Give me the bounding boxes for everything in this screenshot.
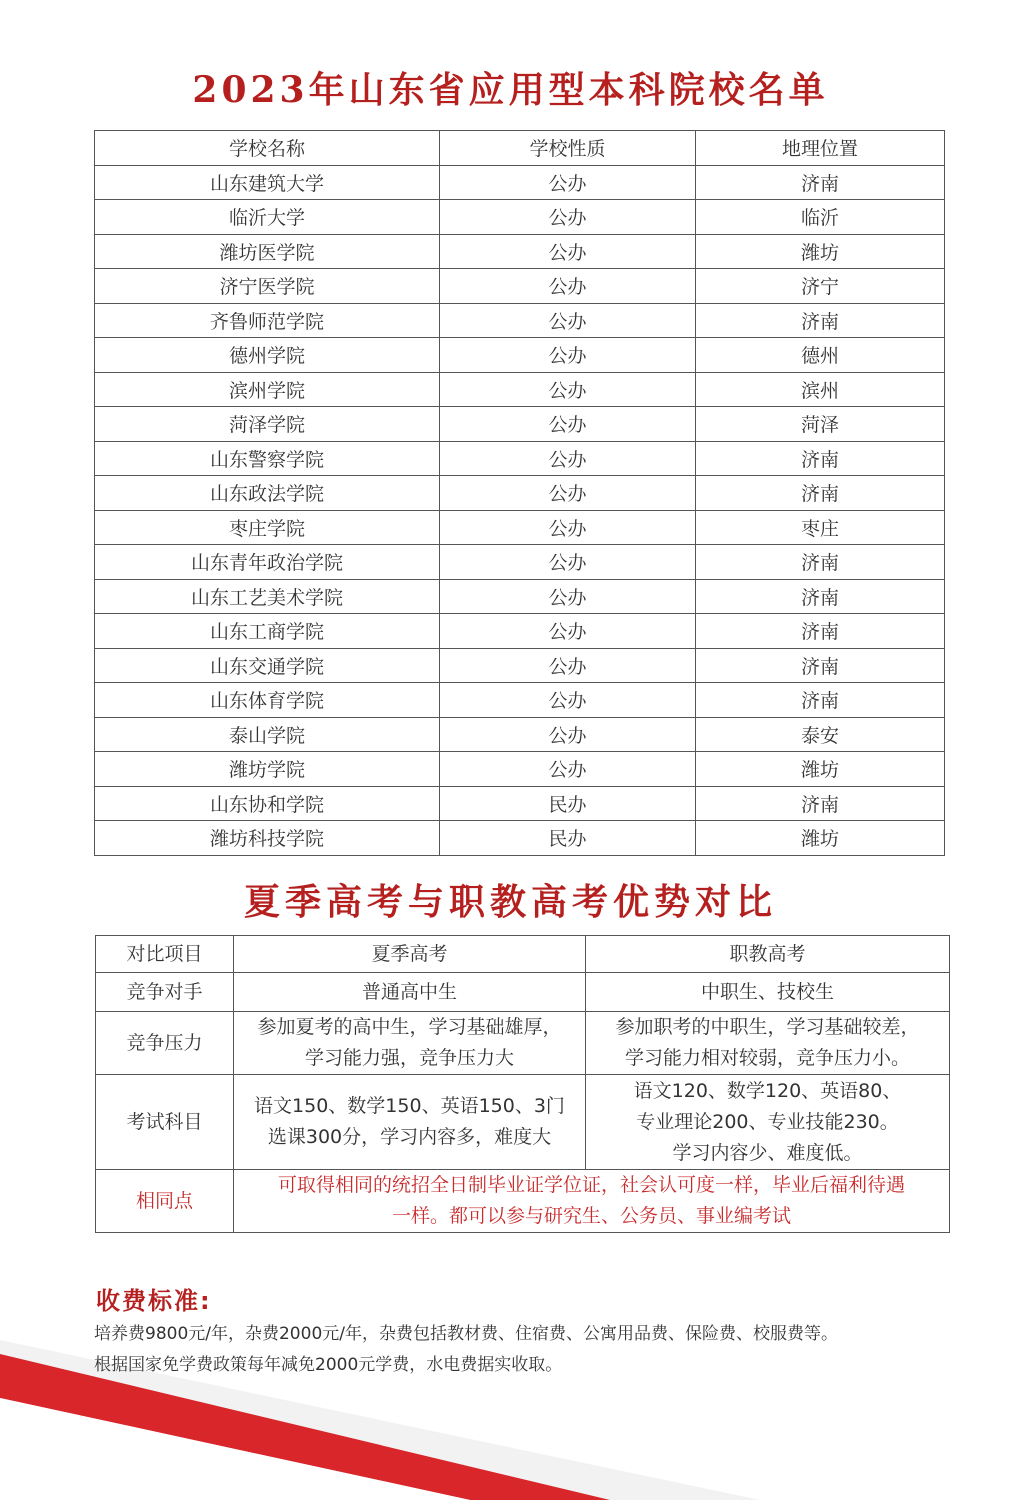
school-name-cell: 山东青年政治学院 [95, 545, 440, 580]
school-location-cell: 济南 [696, 441, 945, 476]
column-header-vocational: 职教高考 [586, 936, 950, 973]
school-location-cell: 潍坊 [696, 234, 945, 269]
school-type-cell: 公办 [440, 200, 696, 235]
cell-line: 学习内容少、难度低。 [672, 1141, 863, 1164]
school-location-cell: 潍坊 [696, 752, 945, 787]
school-type-cell: 公办 [440, 441, 696, 476]
school-type-cell: 民办 [440, 786, 696, 821]
school-list-table [94, 130, 945, 856]
school-name-cell: 滨州学院 [95, 372, 440, 407]
school-type-cell: 公办 [440, 752, 696, 787]
table-row [95, 269, 945, 304]
table-row [95, 407, 945, 442]
school-location-cell: 济南 [696, 545, 945, 580]
school-type-cell: 公办 [440, 372, 696, 407]
cell-line: 语文150、数学150、英语150、3门 [254, 1095, 565, 1117]
cell-line: 中职生、技校生 [700, 980, 834, 1003]
row-label: 竞争压力 [96, 1012, 234, 1075]
table-row [95, 579, 945, 614]
vocational-cell [586, 1075, 950, 1170]
school-type-cell: 公办 [440, 545, 696, 580]
cell-line: 可取得相同的统招全日制毕业证学位证，社会认可度一样，毕业后福利待遇 [277, 1174, 905, 1196]
school-name-cell: 山东体育学院 [95, 683, 440, 718]
school-type-cell: 公办 [440, 510, 696, 545]
fee-text-line: 根据国家免学费政策每年减免2000元学费，水电费据实收取。 [94, 1355, 563, 1375]
row-label: 竞争对手 [96, 973, 234, 1012]
column-header-summer: 夏季高考 [234, 936, 586, 973]
cell-line: 学习能力相对较弱，竞争压力小。 [624, 1047, 910, 1069]
vocational-cell [586, 1012, 950, 1075]
school-name-cell: 泰山学院 [95, 717, 440, 752]
table-row [95, 165, 945, 200]
comparison-title: 夏季高考与职教高考优势对比 [243, 881, 777, 923]
school-location-cell: 济南 [696, 303, 945, 338]
comparison-row-similarities [96, 1170, 950, 1233]
school-type-cell: 公办 [440, 614, 696, 649]
column-header-location: 地理位置 [696, 131, 945, 166]
school-name-cell: 山东政法学院 [95, 476, 440, 511]
row-label: 相同点 [96, 1170, 234, 1233]
cell-line: 语文120、数学120、英语80、 [633, 1079, 902, 1102]
comparison-row-opponents [96, 973, 950, 1012]
school-type-cell: 公办 [440, 269, 696, 304]
school-type-cell: 公办 [440, 165, 696, 200]
cell-line: 专业理论200、专业技能230。 [636, 1110, 899, 1133]
summer-cell [234, 973, 586, 1012]
school-location-cell: 枣庄 [696, 510, 945, 545]
school-location-cell: 德州 [696, 338, 945, 373]
school-name-cell: 山东工艺美术学院 [95, 579, 440, 614]
table-row [95, 303, 945, 338]
school-type-cell: 公办 [440, 579, 696, 614]
table-row [95, 545, 945, 580]
school-name-cell: 潍坊学院 [95, 752, 440, 787]
school-location-cell: 潍坊 [696, 821, 945, 856]
table-row [95, 648, 945, 683]
school-name-cell: 德州学院 [95, 338, 440, 373]
cell-line: 普通高中生 [361, 980, 457, 1003]
school-type-cell: 公办 [440, 717, 696, 752]
summer-cell [234, 1075, 586, 1170]
column-header-type: 学校性质 [440, 131, 696, 166]
school-type-cell: 公办 [440, 234, 696, 269]
comparison-row-pressure [96, 1012, 950, 1075]
comparison-header-row [96, 936, 950, 973]
table-row [95, 441, 945, 476]
school-location-cell: 济南 [696, 648, 945, 683]
school-name-cell: 山东协和学院 [95, 786, 440, 821]
table-row [95, 752, 945, 787]
table-row [95, 683, 945, 718]
school-type-cell: 公办 [440, 407, 696, 442]
school-location-cell: 济南 [696, 614, 945, 649]
cell-line: 参加夏考的高中生，学习基础雄厚， [257, 1016, 562, 1038]
table-row [95, 614, 945, 649]
school-location-cell: 济南 [696, 165, 945, 200]
school-name-cell: 临沂大学 [95, 200, 440, 235]
comparison-row-subjects [96, 1075, 950, 1170]
similarities-cell [234, 1170, 950, 1233]
school-type-cell: 公办 [440, 338, 696, 373]
school-name-cell: 山东建筑大学 [95, 165, 440, 200]
school-type-cell: 公办 [440, 648, 696, 683]
table-row [95, 786, 945, 821]
page-title: 2023年山东省应用型本科院校名单 [192, 69, 829, 111]
school-location-cell: 临沂 [696, 200, 945, 235]
school-name-cell: 潍坊医学院 [95, 234, 440, 269]
table-row [95, 717, 945, 752]
fee-section-title: 收费标准: [96, 1287, 212, 1315]
column-header-name: 学校名称 [95, 131, 440, 166]
school-name-cell: 菏泽学院 [95, 407, 440, 442]
school-type-cell: 公办 [440, 683, 696, 718]
table-row [95, 338, 945, 373]
school-name-cell: 山东工商学院 [95, 614, 440, 649]
school-name-cell: 山东警察学院 [95, 441, 440, 476]
school-type-cell: 公办 [440, 476, 696, 511]
school-type-cell: 公办 [440, 303, 696, 338]
table-row [95, 234, 945, 269]
summer-cell [234, 1012, 586, 1075]
column-header-item: 对比项目 [96, 936, 234, 973]
cell-line: 参加职考的中职生，学习基础较差， [615, 1016, 920, 1038]
school-location-cell: 济宁 [696, 269, 945, 304]
fee-text-line: 培养费9800元/年，杂费2000元/年，杂费包括教材费、住宿费、公寓用品费、保险费、校服费等。 [94, 1324, 838, 1344]
cell-line: 一样。都可以参与研究生、公务员、事业编考试 [391, 1205, 791, 1227]
school-location-cell: 滨州 [696, 372, 945, 407]
school-location-cell: 济南 [696, 786, 945, 821]
school-location-cell: 济南 [696, 579, 945, 614]
school-location-cell: 济南 [696, 476, 945, 511]
school-name-cell: 潍坊科技学院 [95, 821, 440, 856]
school-location-cell: 泰安 [696, 717, 945, 752]
table-row [95, 200, 945, 235]
row-label: 考试科目 [96, 1075, 234, 1170]
table-row [95, 510, 945, 545]
table-row [95, 372, 945, 407]
cell-line: 学习能力强，竞争压力大 [304, 1047, 514, 1069]
school-location-cell: 济南 [696, 683, 945, 718]
table-row [95, 821, 945, 856]
school-name-cell: 济宁医学院 [95, 269, 440, 304]
school-location-cell: 菏泽 [696, 407, 945, 442]
table-row [95, 476, 945, 511]
cell-line: 选课300分，学习内容多，难度大 [267, 1126, 552, 1148]
vocational-cell [586, 973, 950, 1012]
comparison-table [95, 935, 950, 1233]
school-name-cell: 齐鲁师范学院 [95, 303, 440, 338]
school-type-cell: 民办 [440, 821, 696, 856]
school-name-cell: 枣庄学院 [95, 510, 440, 545]
school-name-cell: 山东交通学院 [95, 648, 440, 683]
table-header-row [95, 131, 945, 166]
